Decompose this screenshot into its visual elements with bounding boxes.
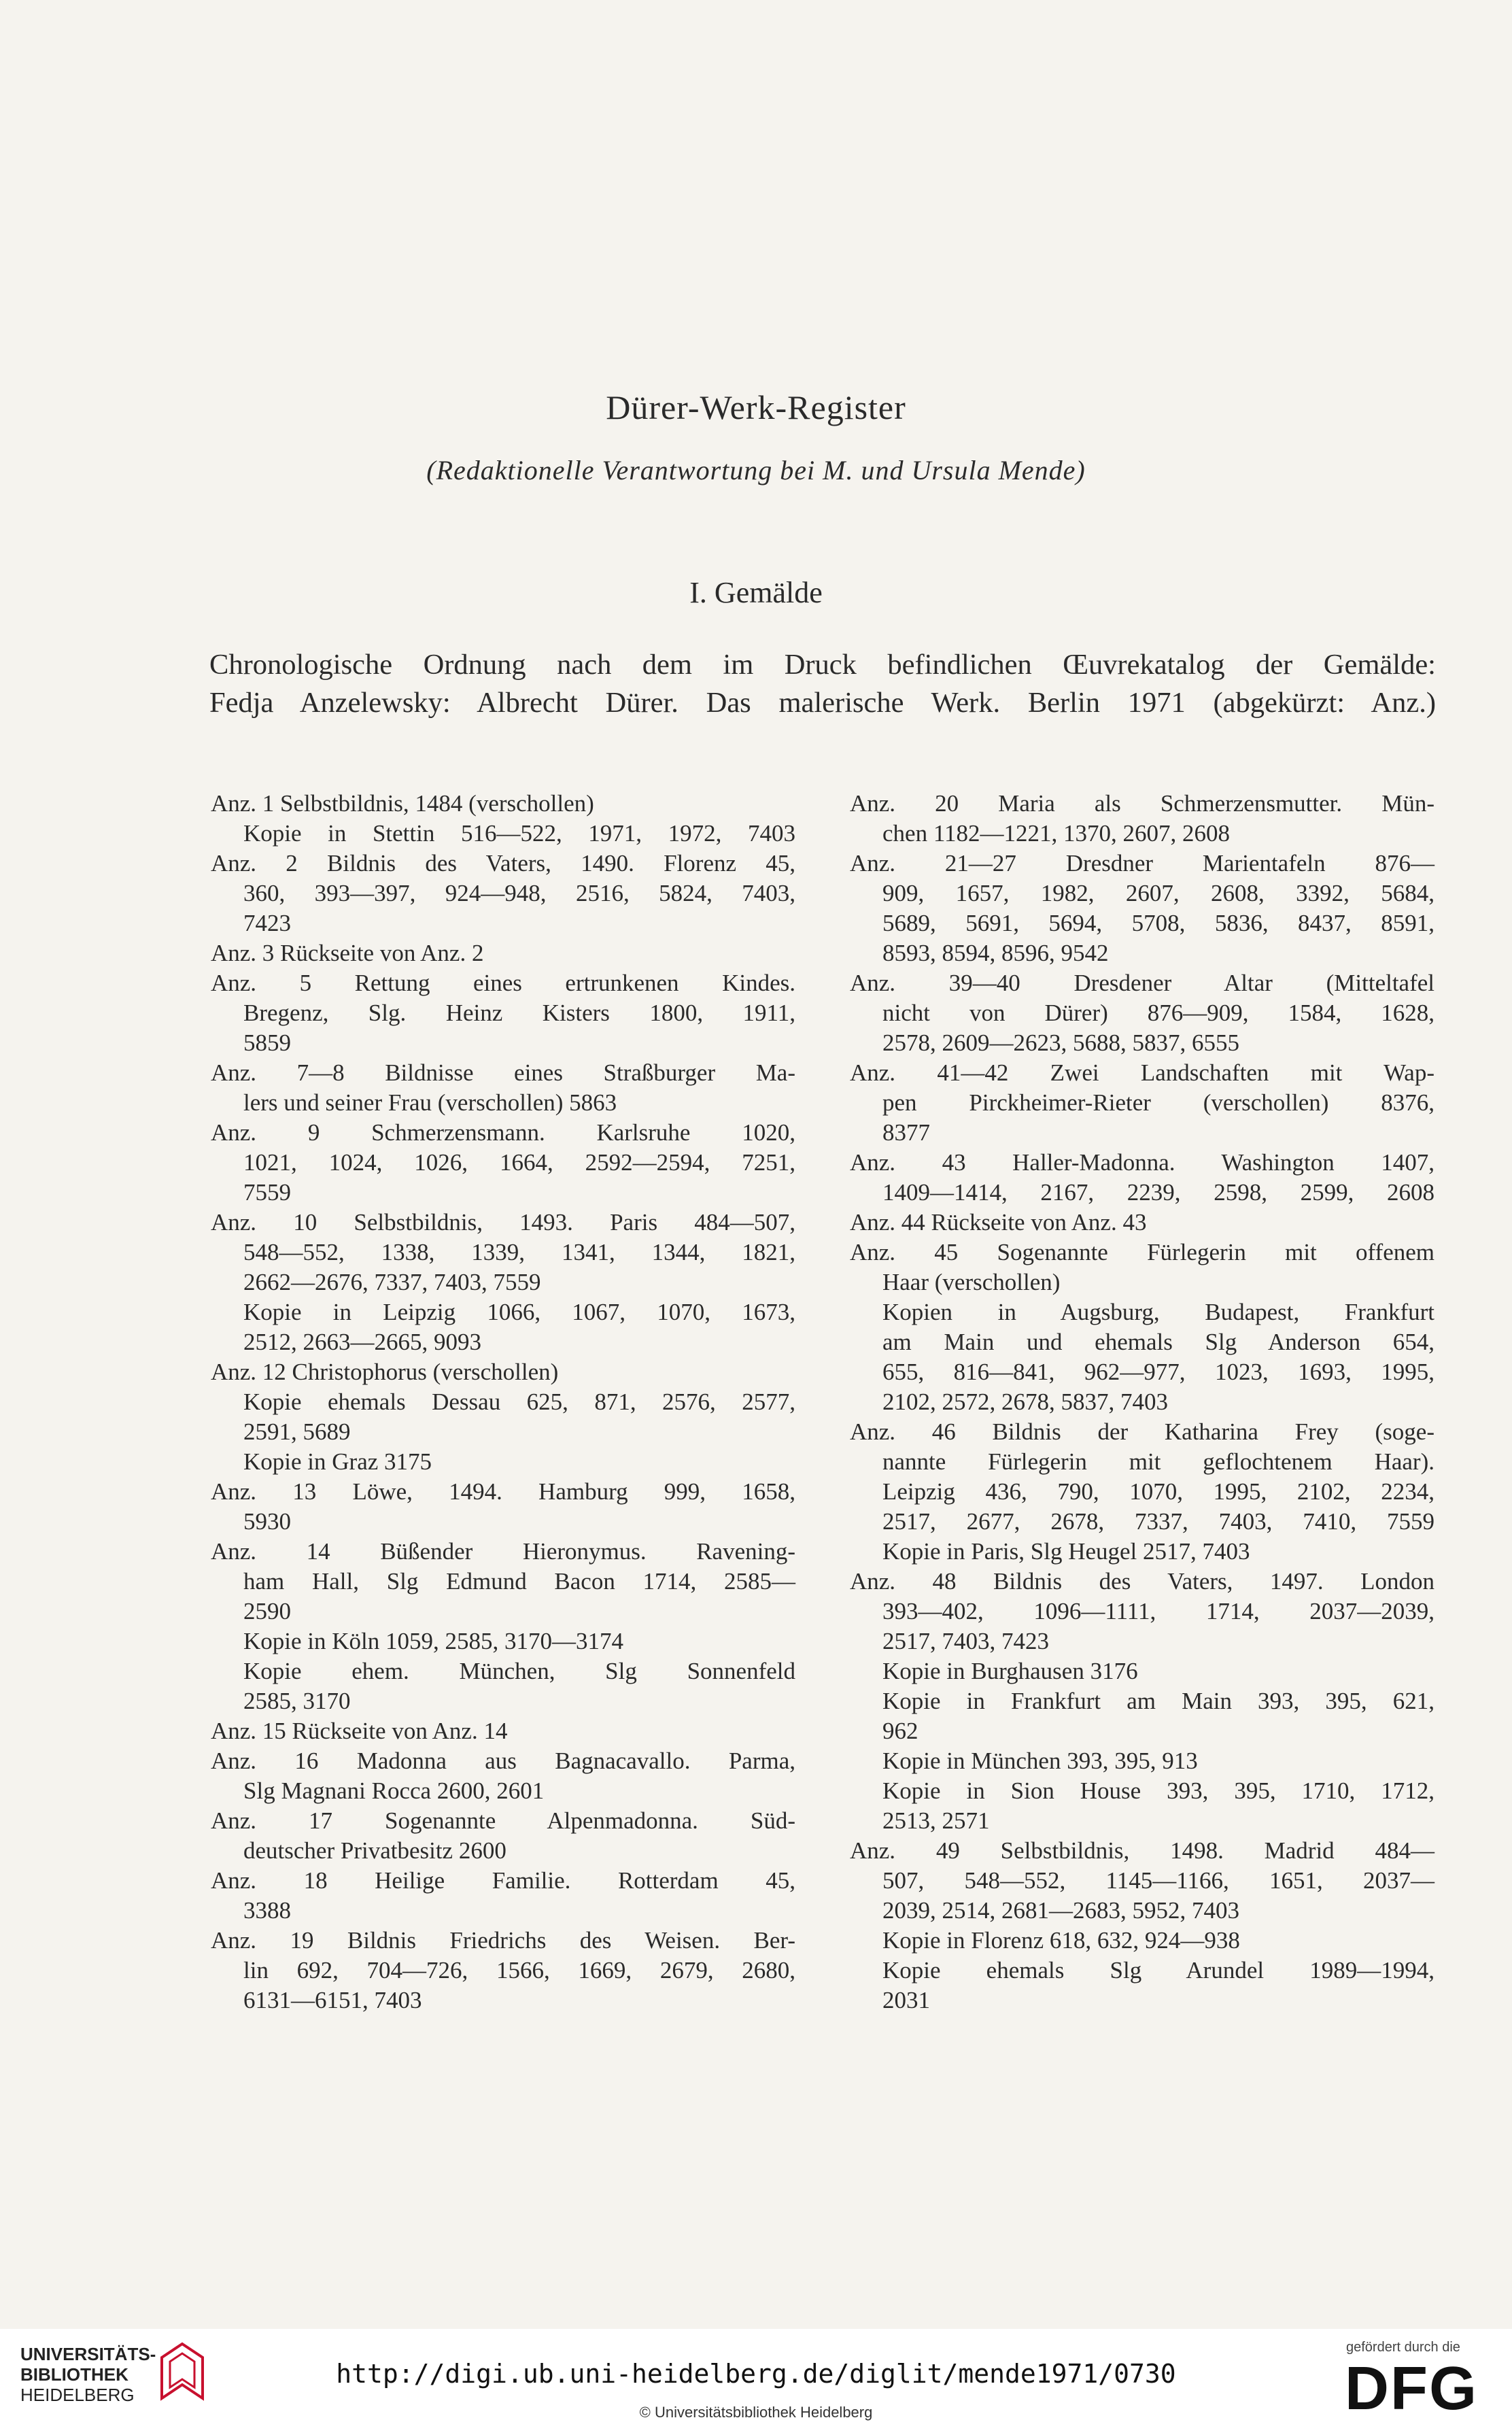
left-column <box>211 789 795 2015</box>
entry-continuation-line: lers und seiner Frau (verschollen) 5863 <box>243 1089 617 1116</box>
entry-continuation-line: Bregenz, Slg. Heinz Kisters 1800, 1911, <box>243 1000 795 1026</box>
entry-heading-line: Anz. 19 Bildnis Friedrichs des Weisen. Ber- <box>211 1927 795 1954</box>
entry-heading-line: Anz. 20 Maria als Schmerzensmutter. Mün- <box>850 790 1434 817</box>
entry-heading-line: Anz. 49 Selbstbildnis, 1498. Madrid 484— <box>850 1837 1434 1864</box>
index-entry <box>211 1357 795 1477</box>
entry-continuation-line: Leipzig 436, 790, 1070, 1995, 2102, 2234, <box>882 1478 1434 1505</box>
index-entry <box>211 789 795 849</box>
entry-continuation-line: Kopie in Paris, Slg Heugel 2517, 7403 <box>882 1538 1250 1565</box>
entry-continuation-line: 1021, 1024, 1026, 1664, 2592—2594, 7251, <box>243 1149 795 1176</box>
entry-continuation-line: 2662—2676, 7337, 7403, 7559 <box>243 1269 541 1295</box>
entry-continuation-line: Haar (verschollen) <box>882 1269 1061 1295</box>
entry-heading-line: Anz. 12 Christophorus (verschollen) <box>211 1359 559 1385</box>
entry-continuation-line: Kopie in Köln 1059, 2585, 3170—3174 <box>243 1628 624 1654</box>
index-entry <box>211 1118 795 1208</box>
intro-paragraph <box>209 646 1436 722</box>
index-entry <box>850 1836 1434 2015</box>
intro-line: Fedja Anzelewsky: Albrecht Dürer. Das malerische Werk. Berlin 1971 (abgekürzt: Anz.) <box>209 687 1436 719</box>
entry-continuation-line: 507, 548—552, 1145—1166, 1651, 2037— <box>882 1867 1434 1894</box>
index-entry <box>211 1746 795 1806</box>
entry-continuation-line: 548—552, 1338, 1339, 1341, 1344, 1821, <box>243 1239 795 1265</box>
entry-continuation-line: 7423 <box>243 910 291 936</box>
entry-continuation-line: Kopie in Frankfurt am Main 393, 395, 621, <box>882 1688 1434 1714</box>
index-entry <box>211 968 795 1058</box>
permalink-url[interactable]: http://digi.ub.uni-heidelberg.de/diglit/mende1971/0730 <box>336 2359 1176 2389</box>
entry-continuation-line: Kopie in Burghausen 3176 <box>882 1658 1138 1684</box>
entry-continuation-line: Kopie ehemals Dessau 625, 871, 2576, 2577, <box>243 1389 795 1415</box>
entry-heading-line: Anz. 43 Haller-Madonna. Washington 1407, <box>850 1149 1434 1176</box>
page-title: Dürer-Werk-Register <box>606 388 906 426</box>
entry-continuation-line: Kopie in München 393, 395, 913 <box>882 1748 1198 1774</box>
funding-label: gefördert durch die <box>1346 2340 1460 2355</box>
entry-heading-line: Anz. 3 Rückseite von Anz. 2 <box>211 940 484 966</box>
entry-heading-line: Anz. 1 Selbstbildnis, 1484 (verschollen) <box>211 790 594 817</box>
entry-continuation-line: nannte Fürlegerin mit geflochtenem Haar). <box>882 1448 1434 1475</box>
index-entry <box>850 1148 1434 1208</box>
index-entry <box>211 1058 795 1118</box>
index-entry <box>211 1208 795 1357</box>
entry-continuation-line: 2517, 7403, 7423 <box>882 1628 1049 1654</box>
entry-continuation-line: 8377 <box>882 1119 930 1146</box>
entry-heading-line: Anz. 7—8 Bildnisse eines Straßburger Ma- <box>211 1059 795 1086</box>
entry-heading-line: Anz. 2 Bildnis des Vaters, 1490. Florenz 45, <box>211 850 795 876</box>
entry-continuation-line: 2591, 5689 <box>243 1418 351 1445</box>
section-heading: I. Gemälde <box>689 576 823 609</box>
entry-continuation-line: 2513, 2571 <box>882 1807 990 1834</box>
index-entry <box>850 849 1434 968</box>
index-entry <box>850 1238 1434 1417</box>
index-entry <box>211 1477 795 1537</box>
entry-heading-line: Anz. 15 Rückseite von Anz. 14 <box>211 1718 508 1744</box>
library-name-line: HEIDELBERG <box>20 2385 135 2405</box>
index-entry <box>211 1537 795 1716</box>
entry-continuation-line: Kopie in Leipzig 1066, 1067, 1070, 1673, <box>243 1299 795 1325</box>
entry-continuation-line: 2512, 2663—2665, 9093 <box>243 1329 481 1355</box>
entry-continuation-line: 909, 1657, 1982, 2607, 2608, 3392, 5684, <box>882 880 1434 906</box>
entry-continuation-line: 5930 <box>243 1508 291 1535</box>
right-column <box>850 789 1434 2015</box>
entry-continuation-line: 6131—6151, 7403 <box>243 1987 422 2013</box>
index-entry <box>211 938 795 968</box>
entry-heading-line: Anz. 16 Madonna aus Bagnacavallo. Parma, <box>211 1748 795 1774</box>
entry-continuation-line: 8593, 8594, 8596, 9542 <box>882 940 1109 966</box>
library-name-line: BIBLIOTHEK <box>20 2364 128 2385</box>
entry-continuation-line: 5859 <box>243 1029 291 1056</box>
entry-heading-line: Anz. 13 Löwe, 1494. Hamburg 999, 1658, <box>211 1478 795 1505</box>
index-entry <box>850 1567 1434 1836</box>
entry-heading-line: Anz. 41—42 Zwei Landschaften mit Wap- <box>850 1059 1434 1086</box>
entry-continuation-line: nicht von Dürer) 876—909, 1584, 1628, <box>882 1000 1434 1026</box>
entry-heading-line: Anz. 10 Selbstbildnis, 1493. Paris 484—507, <box>211 1209 795 1236</box>
entry-continuation-line: lin 692, 704—726, 1566, 1669, 2679, 2680, <box>243 1957 795 1983</box>
entry-continuation-line: Kopie ehem. München, Slg Sonnenfeld <box>243 1658 795 1684</box>
index-entry <box>211 1926 795 2015</box>
index-entry <box>211 1866 795 1926</box>
entry-heading-line: Anz. 14 Büßender Hieronymus. Ravening- <box>211 1538 795 1565</box>
entry-continuation-line: pen Pirckheimer-Rieter (verschollen) 8376, <box>882 1089 1434 1116</box>
entry-continuation-line: 2039, 2514, 2681—2683, 5952, 7403 <box>882 1897 1239 1924</box>
entry-continuation-line: 7559 <box>243 1179 291 1206</box>
index-entry <box>850 1058 1434 1148</box>
copyright-notice: © Universitätsbibliothek Heidelberg <box>639 2404 873 2421</box>
entry-continuation-line: 5689, 5691, 5694, 5708, 5836, 8437, 8591, <box>882 910 1434 936</box>
entry-continuation-line: 2517, 2677, 2678, 7337, 7403, 7410, 7559 <box>882 1508 1434 1535</box>
entry-heading-line: Anz. 17 Sogenannte Alpenmadonna. Süd- <box>211 1807 795 1834</box>
index-entry <box>211 1806 795 1866</box>
index-entry <box>850 1417 1434 1567</box>
entry-heading-line: Anz. 45 Sogenannte Fürlegerin mit offenem <box>850 1239 1434 1265</box>
index-entry <box>850 1208 1434 1238</box>
entry-continuation-line: Kopie in Stettin 516—522, 1971, 1972, 7403 <box>243 820 795 847</box>
entry-continuation-line: 3388 <box>243 1897 291 1924</box>
index-entry <box>211 849 795 938</box>
library-name-line: UNIVERSITÄTS- <box>20 2344 156 2364</box>
entry-continuation-line: 2578, 2609—2623, 5688, 5837, 6555 <box>882 1029 1239 1056</box>
entry-continuation-line: Slg Magnani Rocca 2600, 2601 <box>243 1777 545 1804</box>
index-entry <box>850 789 1434 849</box>
entry-continuation-line: am Main und ehemals Slg Anderson 654, <box>882 1329 1434 1355</box>
index-entry <box>211 1716 795 1746</box>
entry-continuation-line: Kopie in Graz 3175 <box>243 1448 432 1475</box>
entry-heading-line: Anz. 9 Schmerzensmann. Karlsruhe 1020, <box>211 1119 795 1146</box>
intro-line: Chronologische Ordnung nach dem im Druck befindlichen Œuvrekatalog der Gemälde: <box>209 649 1436 681</box>
editorial-note: (Redaktionelle Verantwortung bei M. und Ursula Mende) <box>426 455 1086 486</box>
entry-continuation-line: Kopie ehemals Slg Arundel 1989—1994, <box>882 1957 1434 1983</box>
entry-continuation-line: 2102, 2572, 2678, 5837, 7403 <box>882 1389 1168 1415</box>
entry-continuation-line: 655, 816—841, 962—977, 1023, 1693, 1995, <box>882 1359 1434 1385</box>
entry-continuation-line: 962 <box>882 1718 918 1744</box>
entry-heading-line: Anz. 21—27 Dresdner Marientafeln 876— <box>850 850 1434 876</box>
entry-heading-line: Anz. 39—40 Dresdener Altar (Mitteltafel <box>850 970 1434 996</box>
entry-continuation-line: deutscher Privatbesitz 2600 <box>243 1837 506 1864</box>
entry-continuation-line: ham Hall, Slg Edmund Bacon 1714, 2585— <box>243 1568 795 1595</box>
entry-continuation-line: 1409—1414, 2167, 2239, 2598, 2599, 2608 <box>882 1179 1434 1206</box>
entry-continuation-line: Kopie in Sion House 393, 395, 1710, 1712, <box>882 1777 1434 1804</box>
footer-bar <box>0 2329 1512 2435</box>
entry-continuation-line: 2590 <box>243 1598 291 1624</box>
entry-heading-line: Anz. 18 Heilige Familie. Rotterdam 45, <box>211 1867 795 1894</box>
entry-heading-line: Anz. 48 Bildnis des Vaters, 1497. London <box>850 1568 1434 1595</box>
entry-heading-line: Anz. 44 Rückseite von Anz. 43 <box>850 1209 1147 1236</box>
entry-heading-line: Anz. 46 Bildnis der Katharina Frey (soge- <box>850 1418 1434 1445</box>
entry-continuation-line: 2585, 3170 <box>243 1688 351 1714</box>
entry-heading-line: Anz. 5 Rettung eines ertrunkenen Kindes. <box>211 970 795 996</box>
entry-continuation-line: Kopie in Florenz 618, 632, 924—938 <box>882 1927 1240 1954</box>
dfg-logo[interactable]: DFG <box>1345 2355 1478 2423</box>
index-entry <box>850 968 1434 1058</box>
entry-continuation-line: 2031 <box>882 1987 930 2013</box>
entry-continuation-line: 360, 393—397, 924—948, 2516, 5824, 7403, <box>243 880 795 906</box>
entry-continuation-line: chen 1182—1221, 1370, 2607, 2608 <box>882 820 1231 847</box>
entry-continuation-line: 393—402, 1096—1111, 1714, 2037—2039, <box>882 1598 1434 1624</box>
entry-continuation-line: Kopien in Augsburg, Budapest, Frankfurt <box>882 1299 1434 1325</box>
